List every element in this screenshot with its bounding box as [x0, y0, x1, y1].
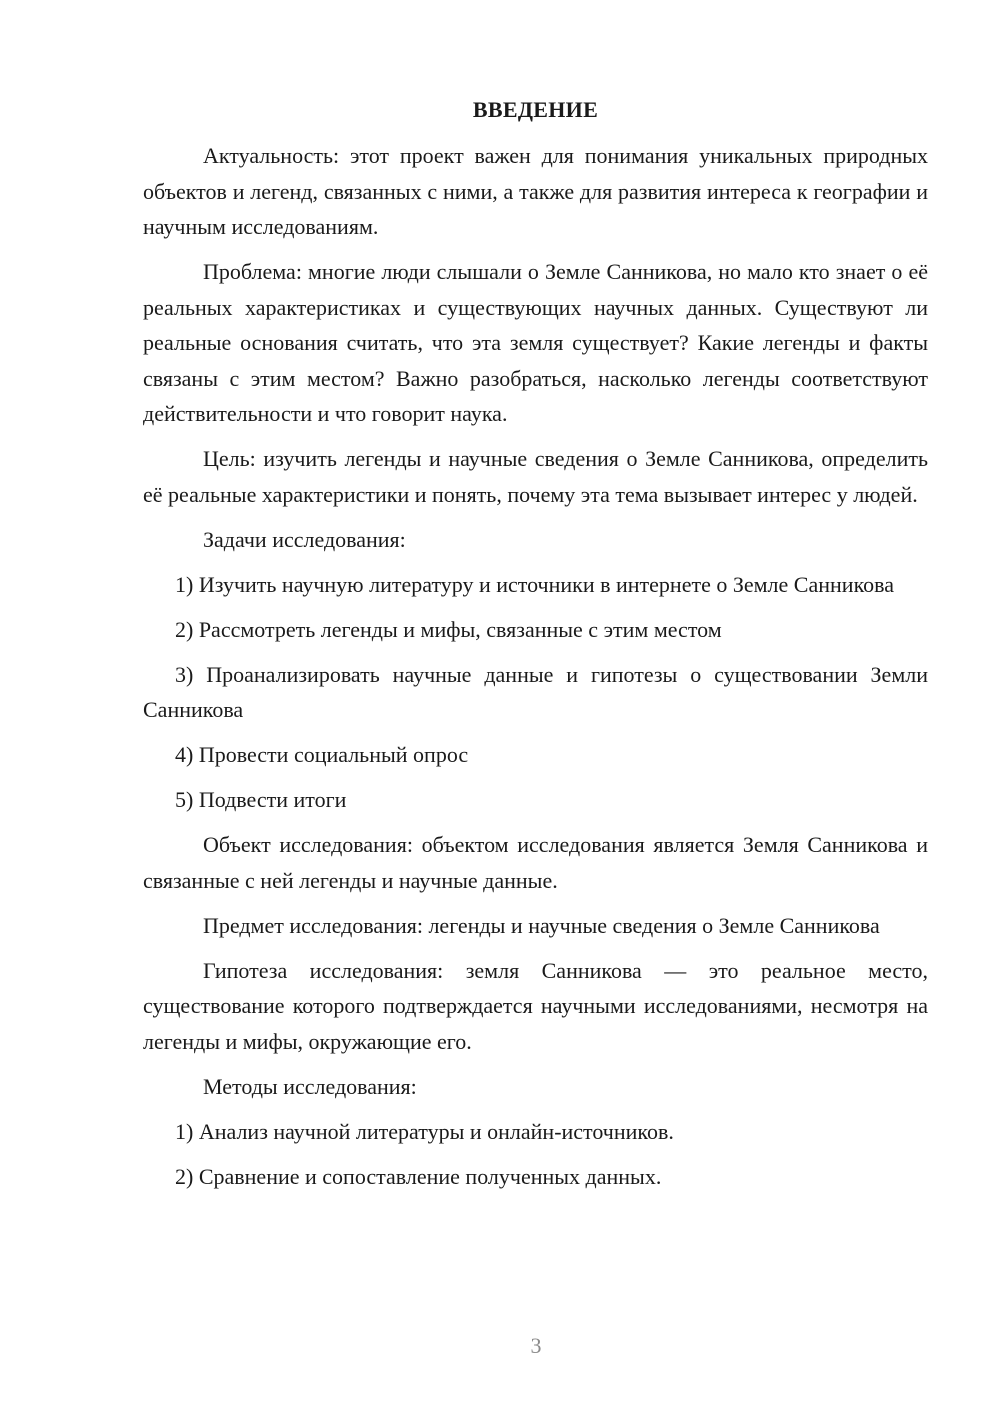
method-item-1: 1) Анализ научной литературы и онлайн-источников. — [175, 1118, 674, 1144]
relevance-paragraph: Актуальность: этот проект важен для понимания уникальных природных объектов и легенд, связанных с ними, а также для развития интереса к географии и научным исследованиям. — [143, 143, 928, 239]
object-paragraph: Объект исследования: объектом исследования является Земля Санникова и связанные с ней легенды и научные данные. — [143, 832, 928, 893]
task-item-1: 1) Изучить научную литературу и источники в интернете о Земле Санникова — [175, 571, 894, 597]
document-page — [143, 92, 928, 1204]
task-item-3: 3) Проанализировать научные данные и гипотезы о существовании Земли Санникова — [143, 661, 928, 722]
problem-paragraph: Проблема: многие люди слышали о Земле Санникова, но мало кто знает о её реальных характеристиках и существующих научных данных. Существуют ли реальные основания считать, что эта земля существует? Какие легенды и факты связаны с этим местом? Важно разобраться, насколько легенды соответствуют действительности и что говорит наука. — [143, 259, 928, 426]
page-title: ВВЕДЕНИЕ — [472, 97, 599, 122]
method-item-2: 2) Сравнение и сопоставление полученных данных. — [175, 1163, 662, 1189]
tasks-heading: Задачи исследования: — [203, 526, 406, 552]
task-item-2: 2) Рассмотреть легенды и мифы, связанные с этим местом — [175, 616, 722, 642]
subject-paragraph: Предмет исследования: легенды и научные сведения о Земле Санникова — [203, 912, 880, 938]
task-item-4: 4) Провести социальный опрос — [175, 742, 469, 767]
goal-paragraph: Цель: изучить легенды и научные сведения о Земле Санникова, определить её реальные характеристики и понять, почему эта тема вызывает интерес у людей. — [143, 446, 928, 507]
methods-heading: Методы исследования: — [203, 1073, 417, 1099]
task-item-5: 5) Подвести итоги — [175, 787, 347, 812]
page-number: 3 — [530, 1333, 542, 1358]
hypothesis-paragraph: Гипотеза исследования: земля Санникова — это реальное место, существование которого подтверждается научными исследованиями, несмотря на легенды и мифы, окружающие его. — [143, 957, 928, 1054]
